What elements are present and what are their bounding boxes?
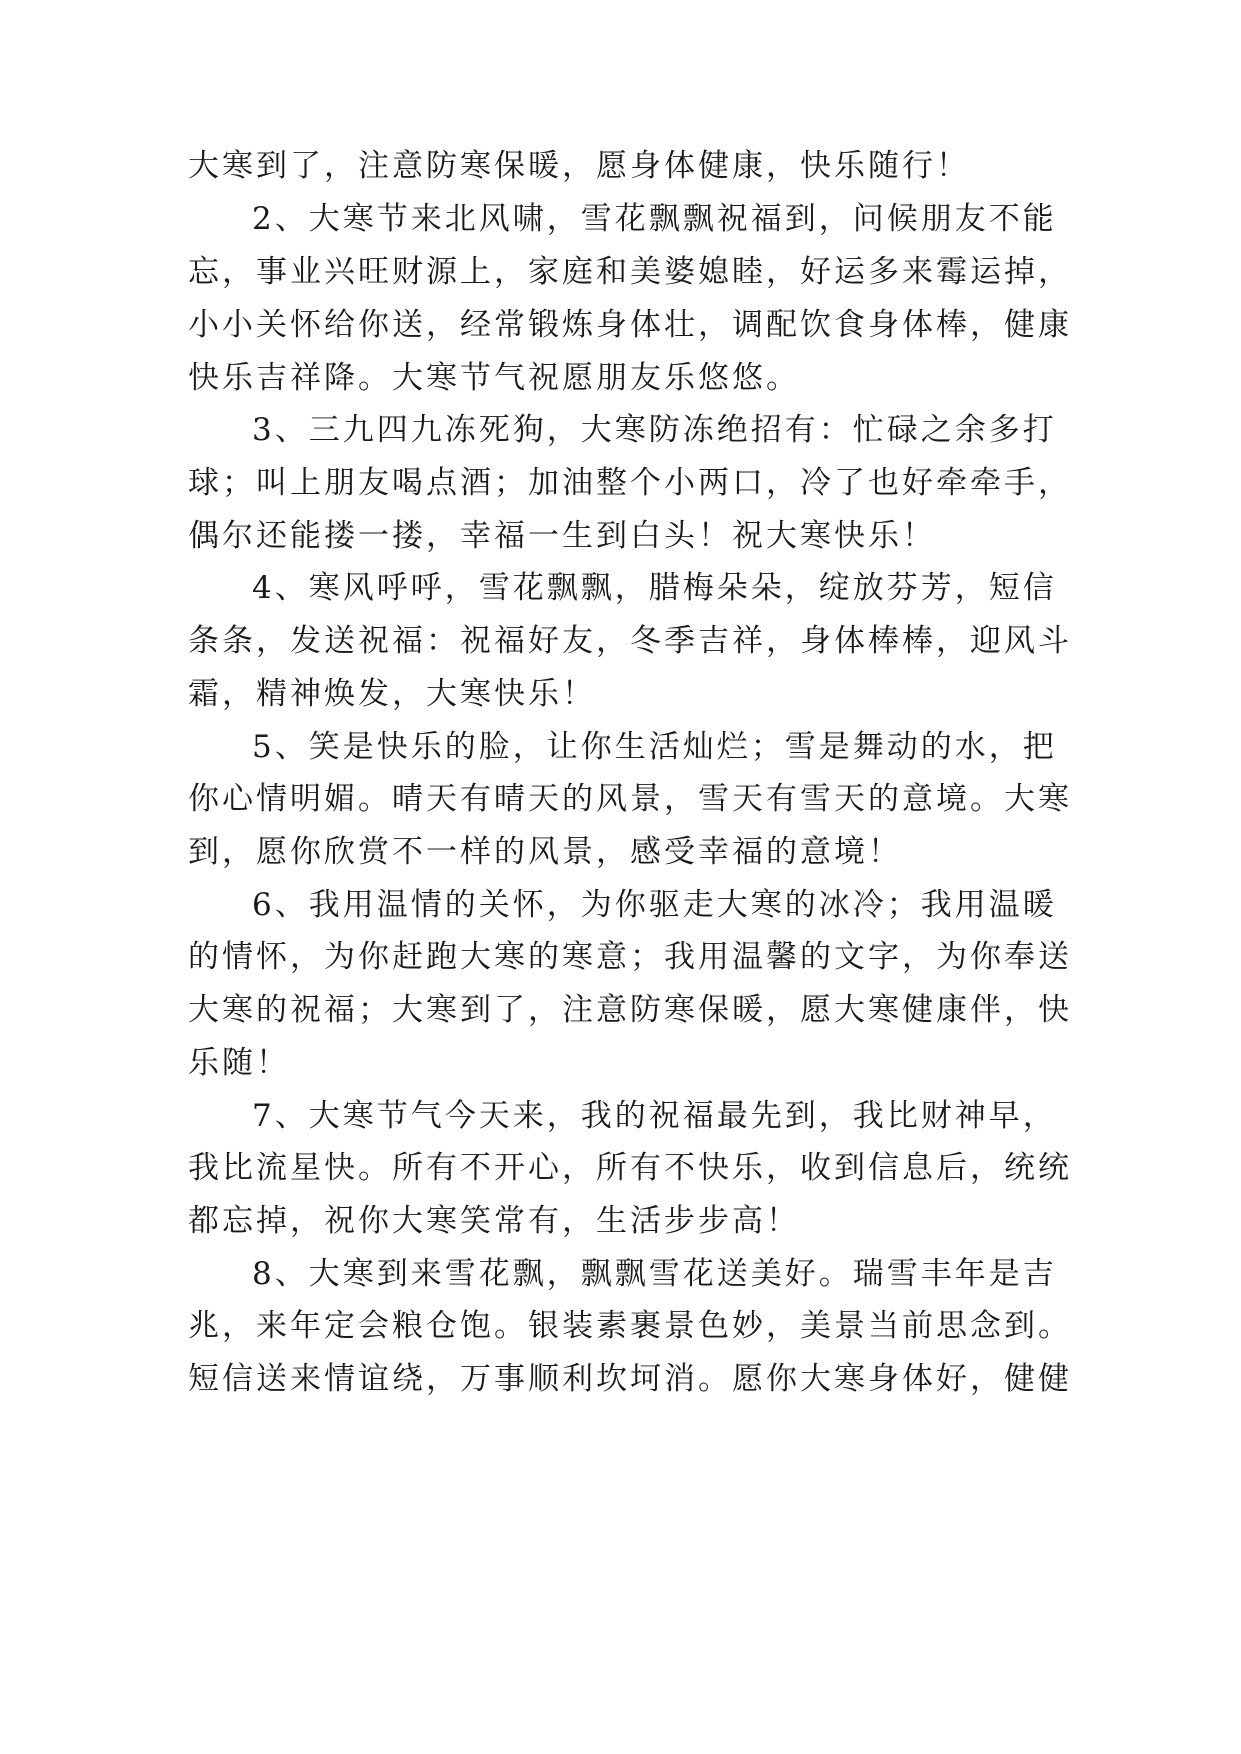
text-line: 你心情明媚。晴天有晴天的风景，雪天有雪天的意境。大寒 (188, 781, 1072, 817)
text-line: 我比流星快。所有不开心，所有不快乐，收到信息后，统统 (188, 1150, 1072, 1186)
text-line: 6、我用温情的关怀，为你驱走大寒的冰冷；我用温暖 (252, 887, 1057, 923)
text-line: 乐随！ (188, 1045, 290, 1081)
text-line: 霜，精神焕发，大寒快乐！ (188, 676, 596, 712)
text-line: 偶尔还能搂一搂，幸福一生到白头！祝大寒快乐！ (188, 518, 936, 554)
text-line: 短信送来情谊绕，万事顺利坎坷消。愿你大寒身体好，健健 (188, 1361, 1072, 1397)
text-line: 到，愿你欣赏不一样的风景，感受幸福的意境！ (188, 834, 902, 870)
text-line: 7、大寒节气今天来，我的祝福最先到，我比财神早， (252, 1098, 1057, 1134)
text-line: 条条，发送祝福：祝福好友，冬季吉祥，身体棒棒，迎风斗 (188, 623, 1072, 659)
text-line: 5、笑是快乐的脸，让你生活灿烂；雪是舞动的水，把 (252, 729, 1057, 765)
text-line: 4、寒风呼呼，雪花飘飘，腊梅朵朵，绽放芬芳，短信 (252, 570, 1057, 606)
text-line: 2、大寒节来北风啸，雪花飘飘祝福到，问候朋友不能 (252, 201, 1057, 237)
text-line: 大寒到了，注意防寒保暖，愿身体健康，快乐随行！ (188, 148, 970, 184)
text-line: 小小关怀给你送，经常锻炼身体壮，调配饮食身体棒，健康 (188, 307, 1072, 343)
text-line: 都忘掉，祝你大寒笑常有，生活步步高！ (188, 1203, 800, 1239)
text-line: 忘，事业兴旺财源上，家庭和美婆媳睦，好运多来霉运掉， (188, 254, 1072, 290)
text-line: 8、大寒到来雪花飘，飘飘雪花送美好。瑞雪丰年是吉 (252, 1256, 1057, 1292)
text-line: 快乐吉祥降。大寒节气祝愿朋友乐悠悠。 (188, 360, 800, 396)
text-line: 球；叫上朋友喝点酒；加油整个小两口，冷了也好牵牵手， (188, 465, 1072, 501)
text-line: 的情怀，为你赶跑大寒的寒意；我用温馨的文字，为你奉送 (188, 939, 1072, 975)
text-line: 大寒的祝福；大寒到了，注意防寒保暖，愿大寒健康伴，快 (188, 992, 1072, 1028)
text-line: 兆，来年定会粮仓饱。银装素裹景色妙，美景当前思念到。 (188, 1308, 1072, 1344)
text-line: 3、三九四九冻死狗，大寒防冻绝招有：忙碌之余多打 (252, 412, 1057, 448)
